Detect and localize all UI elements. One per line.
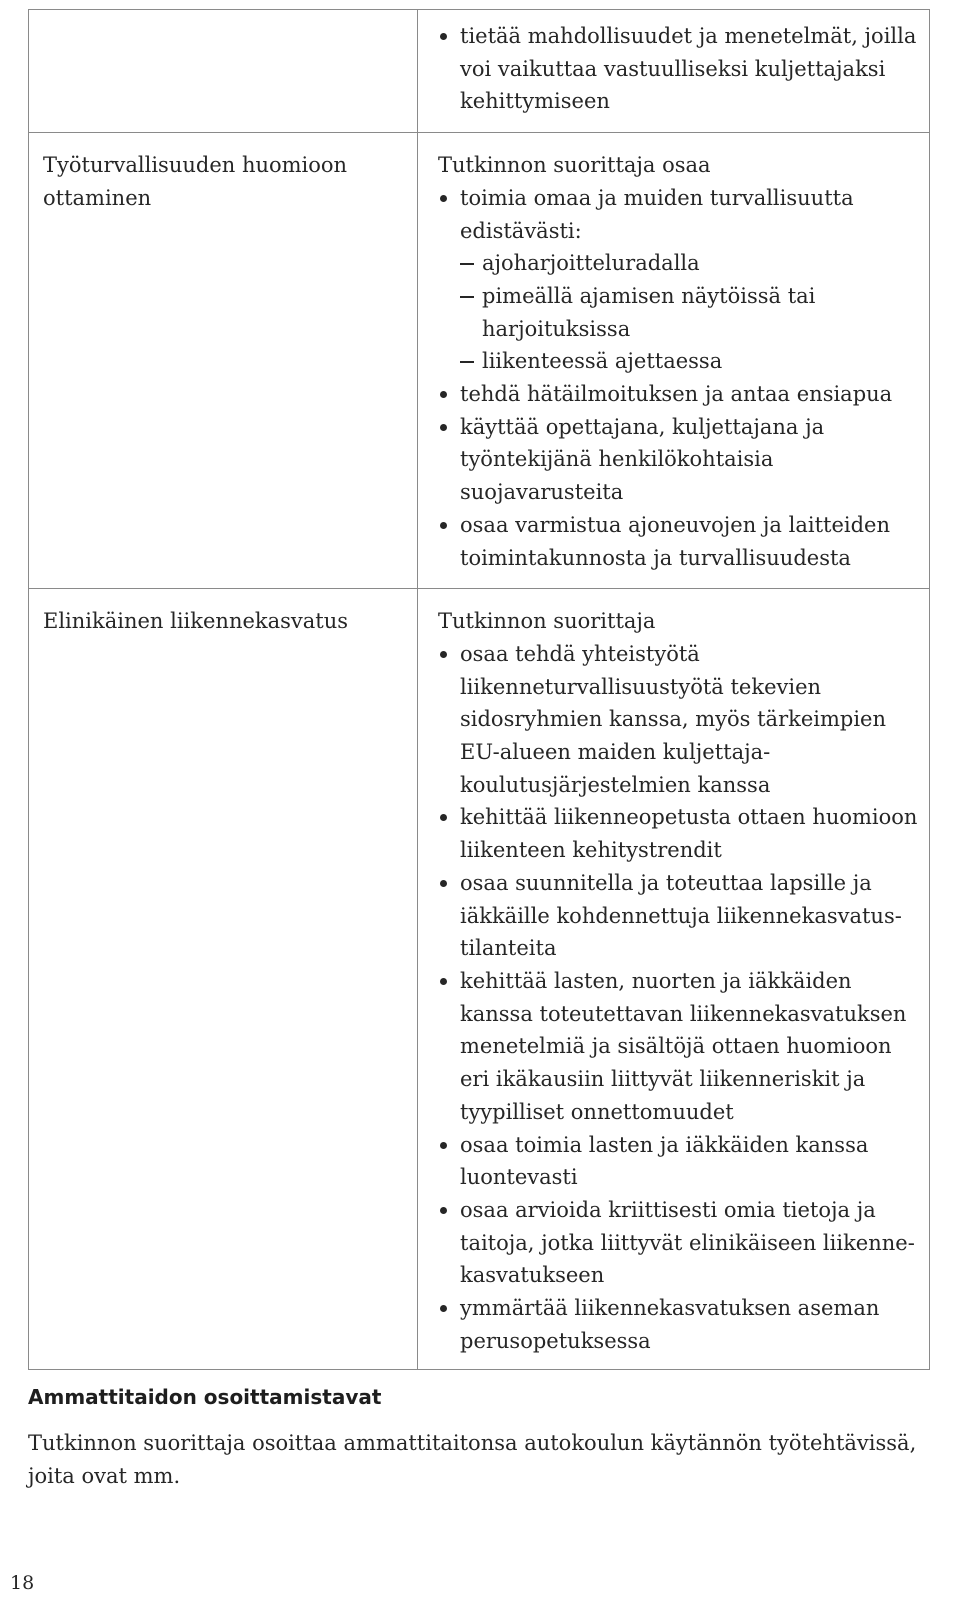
list-item-text: osaa toimia lasten ja iäkkäiden kanssa luontevasti (460, 1132, 869, 1190)
criterion-cell (29, 589, 418, 1370)
list-item-text: tietää mahdollisuudet ja menetelmät, joilla voi vaikuttaa vastuulliseksi kuljettajaksi kehittymiseen (460, 24, 917, 114)
list-item (438, 1129, 921, 1194)
list-item-text: kehittää lasten, nuorten ja iäkkäiden kanssa toteutettavan liikennekasvatuksen menetelmiä ja sisältöjä ottaen huomioon eri ikäkausiin liittyvät liikenneriskit ja tyypilliset onnettomuudet (460, 968, 907, 1124)
criterion-cell (29, 133, 418, 589)
list-item (438, 20, 921, 118)
sublist (460, 247, 921, 378)
requirements-list (438, 638, 921, 1357)
requirements-list (438, 20, 921, 118)
page-number: 18 (10, 1572, 35, 1594)
sublist-item: ajoharjoitteluradalla (460, 247, 921, 280)
requirements-cell (418, 589, 930, 1370)
table-row (29, 133, 930, 589)
criterion-label: Työturvallisuuden huomioon ottaminen (43, 153, 348, 210)
criterion-label: Elinikäinen liikennekasvatus (43, 609, 349, 634)
requirements-intro: Tutkinnon suorittaja osaa (438, 153, 711, 178)
section-paragraph: Tutkinnon suorittaja osoittaa ammattitaitonsa autokoulun käytännön työtehtävissä, joita ovat mm. (28, 1431, 917, 1488)
list-item-text: osaa tehdä yhteistyötä liikenneturvallisuustyötä tekevien sidosryhmien kanssa, myös tärkeimpien EU-alueen maiden kuljettajakoulutusjärjestelmien kanssa (460, 641, 886, 797)
sublist-item: pimeällä ajamisen näytöissä tai harjoituksissa (460, 280, 921, 345)
list-item (438, 801, 921, 866)
list-item-text: osaa varmistua ajoneuvojen ja laitteiden toimintakunnosta ja turvallisuudesta (460, 512, 890, 570)
sublist-item: liikenteessä ajettaessa (460, 345, 921, 378)
list-item (438, 1194, 921, 1292)
list-item (438, 378, 921, 411)
list-item-text: osaa arvioida kriittisesti omia tietoja ja taitoja, jotka liittyvät elinikäiseen liikennekasvatukseen (460, 1197, 915, 1288)
list-item (438, 1292, 921, 1357)
requirements-cell (418, 10, 930, 133)
list-item-text: käyttää opettajana, kuljettajana ja työntekijänä henkilökohtaisia suojavarusteita (460, 414, 825, 505)
criteria-table (28, 9, 930, 1370)
criteria-table-body (29, 10, 930, 1370)
requirements-cell (418, 133, 930, 589)
list-item (438, 411, 921, 509)
table-row (29, 589, 930, 1370)
requirements-intro: Tutkinnon suorittaja (438, 609, 656, 634)
list-item-text: toimia omaa ja muiden turvallisuutta edistävästi: (460, 185, 854, 243)
criterion-cell (29, 10, 418, 133)
list-item (438, 867, 921, 965)
table-row (29, 10, 930, 133)
list-item (438, 509, 921, 574)
list-item (438, 965, 921, 1129)
list-item-text: osaa suunnitella ja toteuttaa lapsille ja iäkkäille kohdennettuja liikennekasvatustilanteita (460, 870, 902, 961)
list-item-text: tehdä hätäilmoituksen ja antaa ensiapua (460, 382, 893, 407)
section-heading: Ammattitaidon osoittamistavat (28, 1385, 382, 1409)
list-item-text: ymmärtää liikennekasvatuksen aseman perusopetuksessa (460, 1296, 880, 1353)
list-item-text: kehittää liikenneopetusta ottaen huomioon liikenteen kehitystrendit (460, 805, 918, 863)
list-item (438, 638, 921, 802)
requirements-list (438, 182, 921, 574)
list-item (438, 182, 921, 378)
